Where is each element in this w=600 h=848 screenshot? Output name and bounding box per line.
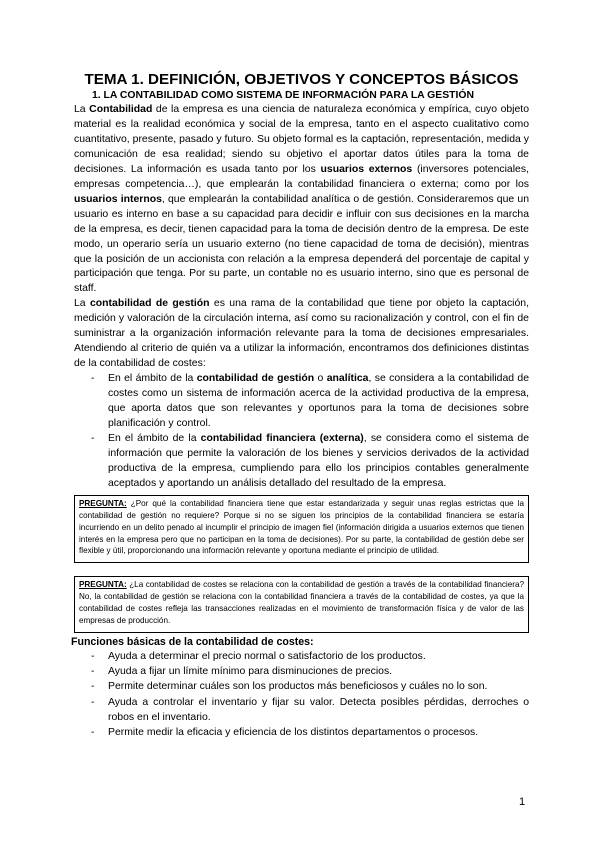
page-number: 1 bbox=[519, 796, 526, 808]
paragraph-contabilidad-gestion: La contabilidad de gestión es una rama de la contabilidad que tiene por objeto la captación, medición y valoración de la circulación interna, así como su racionalización y control, con el fin de suministrar a la organización información relevante para la toma de decisiones empresariales. Atendiendo al criterio de quién va a utilizar la información, encontramos dos definiciones distintas de la contabilidad de costes: bbox=[74, 298, 530, 370]
list-item: - En el ámbito de la contabilidad de gestión o analítica, se considera a la contabilidad de costes como un sistema de información acerca de la actividad productiva de la empresa, que aporta datos que son relevantes y oportunos para la toma de decisiones sobre planificación y control. bbox=[108, 372, 529, 432]
definitions-list bbox=[74, 372, 529, 492]
question-label: PREGUNTA: bbox=[79, 580, 127, 590]
page-title: TEMA 1. DEFINICIÓN, OBJETIVOS Y CONCEPTOS BÁSICOS bbox=[84, 71, 519, 88]
term-contabilidad-gestion: contabilidad de gestión bbox=[90, 298, 210, 310]
list-item: - Ayuda a fijar un límite mínimo para disminuciones de precios. bbox=[108, 664, 529, 679]
question-label: PREGUNTA: bbox=[79, 498, 127, 508]
term-usuarios-internos: usuarios internos bbox=[74, 193, 162, 205]
list-item: - Permite determinar cuáles son los productos más beneficiosos y cuáles no lo son. bbox=[108, 679, 529, 694]
question-text: ¿Por qué la contabilidad financiera tiene que estar estandarizada y seguir unas reglas estrictas que la contabilidad de gestión no requiere? Porque si no se siguen los principios de la contabilidad financiera se estaría incurriendo en un delito penado al incumplir el principio de imagen fiel (información dirigida a usuarios externos que tienen interés en la empresa pero que no participan en la toma de decisiones). Por su parte, la contabilidad de gestión debe ser flexible y útil, proporcionando una información relevante y oportuna mediante el principio de utilidad. bbox=[79, 498, 524, 556]
functions-heading: Funciones básicas de la contabilidad de costes: bbox=[71, 635, 314, 648]
list-item: - Ayuda a determinar el precio normal o satisfactorio de los productos. bbox=[108, 649, 529, 664]
question-box-2 bbox=[74, 576, 529, 633]
list-item: - Permite medir la eficacia y eficiencia de los distintos departamentos o procesos. bbox=[108, 725, 529, 740]
list-item: - Ayuda a controlar el inventario y fijar su valor. Detecta posibles pérdidas, derroches o robos en el inventario. bbox=[108, 695, 529, 725]
question-text: ¿La contabilidad de costes se relaciona con la contabilidad de gestión a través de la contabilidad financiera? No, la contabilidad de gestión se relaciona con la contabilidad financiera a través de la contabilidad de costes, ya que la contabilidad de costes refleja las transacciones realizadas en el movimiento de transformación física y de valor de las empresas de producción. bbox=[79, 580, 524, 626]
list-item: - En el ámbito de la contabilidad financiera (externa), se considera como el sistema de información que permite la valoración de los bienes y servicios derivados de la actividad productiva de la empresa, cumpliendo para ello los principios contables generalmente aceptados y aportando un análisis detallado del resultado de la empresa. bbox=[108, 432, 529, 492]
term-contabilidad: Contabilidad bbox=[89, 104, 153, 115]
question-box-1 bbox=[74, 495, 529, 564]
functions-list bbox=[74, 649, 529, 740]
page-content bbox=[71, 70, 530, 740]
paragraph-contabilidad: La Contabilidad de la empresa es una ciencia de naturaleza económica y empírica, cuyo objeto material es la realidad económica y social de la empresa, tanto en el aspecto cualitativo como cuantitativo, presente, pasado y futuro. Su objeto formal es la captación, representación, medida y comunicación de esa realidad; siendo su objetivo el aportar datos útiles para la toma de decisiones. La información es usada tanto por los usuarios externos (inversores potenciales, empresas competencia…), que emplearán la contabilidad financiera o externa; como por los usuarios internos, que emplearán la contabilidad analítica o de gestión. Consideraremos que un usuario es interno en base a su capacidad para decidir e influir con sus decisiones en la marcha de la empresa, es decir, tienen capacidad para la toma de decisión dentro de la empresa. De este modo, un operario sería un usuario externo (no tiene capacidad de toma de decisión), mientras que la posición de un accionista con relación a la empresa dependerá del porcentaje de capital y participación que tenga. Por su parte, un contable no es usuario interno, sino que es personal de staff. bbox=[74, 104, 530, 295]
section-heading: 1. LA CONTABILIDAD COMO SISTEMA DE INFORMACIÓN PARA LA GESTIÓN bbox=[92, 90, 474, 101]
term-usuarios-externos: usuarios externos bbox=[320, 163, 413, 175]
